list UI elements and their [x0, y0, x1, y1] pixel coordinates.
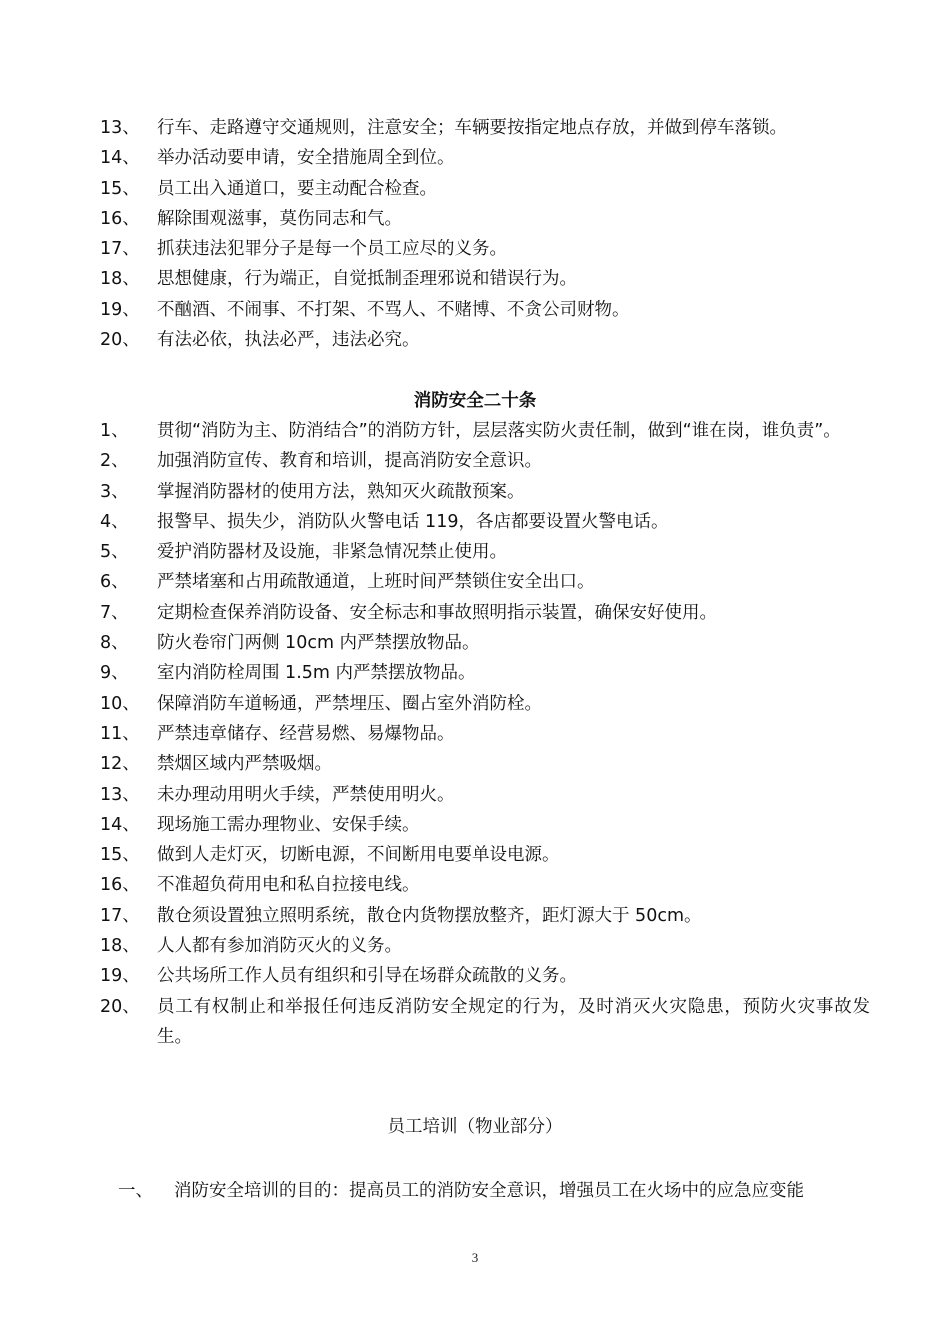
item-text: 员工有权制止和举报任何违反消防安全规定的行为，及时消灭火灾隐患，预防火灾事故发生。	[157, 996, 870, 1047]
item-text: 员工出入通道口，要主动配合检查。	[157, 178, 437, 199]
item-text: 人人都有参加消防灭火的义务。	[157, 936, 402, 957]
item-text: 公共场所工作人员有组织和引导在场群众疏散的义务。	[157, 966, 577, 987]
item-text: 未办理动用明火手续，严禁使用明火。	[157, 784, 455, 805]
item-text: 报警早、损失少，消防队火警电话 119，各店都要设置火警电话。	[157, 511, 669, 532]
item-number: 19、	[100, 299, 140, 320]
item-number: 18、	[100, 269, 140, 290]
training-heading: 员工培训（物业部分）	[387, 1117, 563, 1137]
item-text: 抓获违法犯罪分子是每一个员工应尽的义务。	[157, 239, 507, 260]
item-text: 行车、走路遵守交通规则，注意安全；车辆要按指定地点存放，并做到停车落锁。	[157, 118, 787, 138]
training-section-one	[118, 1176, 878, 1206]
item-number: 20、	[100, 330, 140, 351]
section-text: 消防安全培训的目的：提高员工的消防安全意识，增强员工在火场中的应急应变能	[174, 1181, 804, 1201]
item-text: 做到人走灯灭，切断电源，不间断用电要单设电源。	[157, 845, 560, 866]
list-item	[100, 870, 870, 900]
list-item	[100, 749, 870, 779]
item-text: 定期检查保养消防设备、安全标志和事故照明指示装置，确保安好使用。	[157, 602, 717, 623]
list-item	[100, 174, 870, 204]
list-item	[100, 719, 870, 749]
list-item	[100, 113, 870, 143]
item-number: 15、	[100, 845, 140, 866]
item-number: 7、	[100, 602, 129, 623]
page-number: 3	[471, 1250, 479, 1265]
item-text: 严禁堵塞和占用疏散通道，上班时间严禁锁住安全出口。	[157, 572, 595, 593]
item-number: 15、	[100, 178, 140, 199]
item-number: 17、	[100, 905, 140, 926]
list-item	[100, 810, 870, 840]
list-item	[100, 901, 870, 931]
list-item	[100, 537, 870, 567]
security-rules-list	[100, 113, 870, 355]
item-number: 13、	[100, 118, 140, 138]
item-text: 室内消防栓周围 1.5m 内严禁摆放物品。	[157, 663, 476, 684]
item-number: 9、	[100, 663, 129, 684]
list-item	[100, 446, 870, 476]
fire-safety-list	[100, 416, 870, 1052]
item-text: 思想健康，行为端正，自觉抵制歪理邪说和错误行为。	[157, 269, 577, 290]
item-text: 禁烟区域内严禁吸烟。	[157, 754, 332, 775]
list-item	[100, 992, 870, 1053]
item-number: 13、	[100, 784, 140, 805]
section-number: 一、	[118, 1181, 153, 1201]
item-text: 解除围观滋事，莫伤同志和气。	[157, 208, 402, 229]
item-number: 5、	[100, 542, 129, 563]
list-item	[100, 931, 870, 961]
list-item	[100, 567, 870, 597]
item-number: 19、	[100, 966, 140, 987]
item-text: 防火卷帘门两侧 10cm 内严禁摆放物品。	[157, 633, 480, 654]
item-text: 掌握消防器材的使用方法，熟知灭火疏散预案。	[157, 481, 525, 502]
item-text: 不准超负荷用电和私自拉接电线。	[157, 875, 420, 896]
list-item	[100, 477, 870, 507]
list-item	[100, 143, 870, 173]
list-item	[100, 234, 870, 264]
item-text: 加强消防宣传、教育和培训，提高消防安全意识。	[157, 451, 542, 472]
item-text: 爱护消防器材及设施，非紧急情况禁止使用。	[157, 542, 507, 563]
item-number: 14、	[100, 814, 140, 835]
item-number: 6、	[100, 572, 129, 593]
item-text: 不酗酒、不闹事、不打架、不骂人、不赌博、不贪公司财物。	[157, 299, 630, 320]
item-number: 12、	[100, 754, 140, 775]
item-number: 8、	[100, 633, 129, 654]
item-text: 贯彻“消防为主、防消结合”的消防方针，层层落实防火责任制，做到“谁在岗，谁负责”。	[157, 421, 841, 441]
item-number: 16、	[100, 208, 140, 229]
list-item	[100, 780, 870, 810]
list-item	[100, 840, 870, 870]
list-item	[100, 961, 870, 991]
item-text: 现场施工需办理物业、安保手续。	[157, 814, 420, 835]
list-item	[100, 507, 870, 537]
list-item	[100, 264, 870, 294]
list-item	[100, 689, 870, 719]
list-item	[100, 204, 870, 234]
item-number: 14、	[100, 148, 140, 169]
item-number: 18、	[100, 936, 140, 957]
item-number: 17、	[100, 239, 140, 260]
item-number: 11、	[100, 723, 140, 744]
item-text: 有法必依，执法必严，违法必究。	[157, 330, 420, 351]
item-text: 举办活动要申请，安全措施周全到位。	[157, 148, 455, 169]
list-item	[100, 628, 870, 658]
item-number: 2、	[100, 451, 129, 472]
item-number: 20、	[100, 996, 140, 1017]
item-text: 散仓须设置独立照明系统，散仓内货物摆放整齐，距灯源大于 50cm。	[157, 905, 702, 926]
list-item	[100, 598, 870, 628]
list-item	[100, 416, 870, 446]
item-number: 3、	[100, 481, 129, 502]
list-item	[100, 658, 870, 688]
item-number: 4、	[100, 511, 129, 532]
list-item	[100, 295, 870, 325]
item-number: 10、	[100, 693, 140, 714]
item-number: 1、	[100, 421, 129, 441]
item-text: 保障消防车道畅通，严禁埋压、圈占室外消防栓。	[157, 693, 542, 714]
item-text: 严禁违章储存、经营易燃、易爆物品。	[157, 723, 455, 744]
item-number: 16、	[100, 875, 140, 896]
fire-safety-heading: 消防安全二十条	[413, 391, 537, 411]
list-item	[100, 325, 870, 355]
